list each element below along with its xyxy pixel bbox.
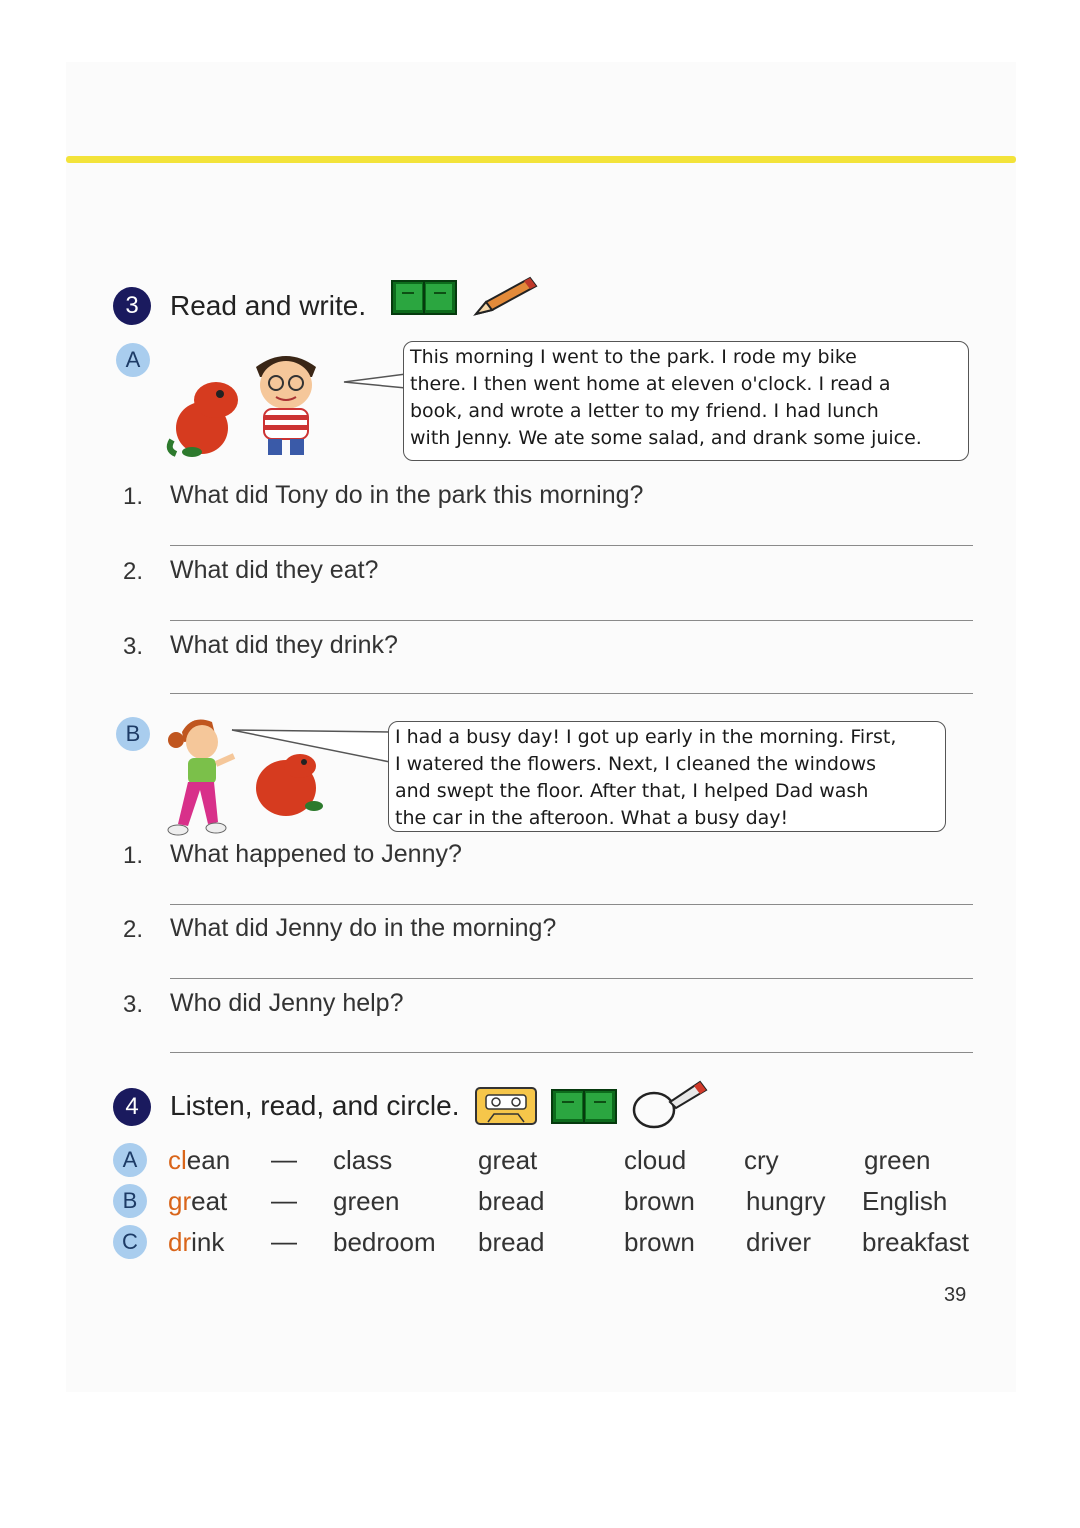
- dash: —: [271, 1226, 297, 1256]
- bubble-line: book, and wrote a letter to my friend. I had lunch: [410, 400, 879, 422]
- question-text: What did they eat?: [170, 556, 379, 584]
- part-a-label: A: [116, 343, 150, 377]
- question-number: 1.: [123, 483, 144, 510]
- question-text: What did they drink?: [170, 631, 398, 659]
- key-word-highlight: gr: [168, 1186, 192, 1216]
- yellow-divider: [66, 156, 1016, 163]
- key-word: [168, 1145, 230, 1176]
- question-number: 2.: [123, 558, 144, 585]
- answer-line[interactable]: [170, 620, 973, 621]
- key-word: [168, 1227, 224, 1258]
- row-a-label: A: [113, 1143, 147, 1177]
- choice-word[interactable]: driver: [746, 1227, 812, 1257]
- choice-word[interactable]: bedroom: [333, 1227, 436, 1257]
- key-word-highlight: dr: [168, 1227, 192, 1257]
- choice-word[interactable]: breakfast: [862, 1227, 969, 1257]
- question-number: 3.: [123, 633, 144, 660]
- bubble-line: with Jenny. We ate some salad, and drank some juice.: [410, 427, 922, 449]
- question-text: Who did Jenny help?: [170, 989, 404, 1017]
- bubble-line: the car in the afteroon. What a busy day!: [395, 807, 789, 829]
- tony-illustration: [246, 345, 326, 457]
- book-icon: [551, 1087, 617, 1125]
- jenny-speech-bubble: [388, 721, 946, 832]
- question-text: What did Jenny do in the morning?: [170, 914, 557, 942]
- tony-speech-bubble: [403, 341, 969, 461]
- section-4-number: 4: [113, 1088, 151, 1126]
- bubble-line: there. I then went home at eleven o'clock. I read a: [410, 373, 891, 395]
- choice-word[interactable]: green: [333, 1186, 400, 1216]
- choice-word[interactable]: green: [864, 1145, 931, 1175]
- question-number: 3.: [123, 991, 144, 1018]
- answer-line[interactable]: [170, 545, 973, 546]
- key-word-rest: eat: [191, 1186, 228, 1216]
- key-word-highlight: cl: [168, 1145, 187, 1175]
- choice-word[interactable]: cry: [744, 1145, 779, 1175]
- choice-word[interactable]: hungry: [746, 1186, 826, 1216]
- dash: —: [271, 1185, 297, 1215]
- answer-line[interactable]: [170, 904, 973, 905]
- section-3-heading: Read and write.: [170, 290, 367, 321]
- key-word-rest: ink: [191, 1227, 225, 1257]
- section-4-heading: Listen, read, and circle.: [170, 1090, 460, 1121]
- choice-word[interactable]: great: [478, 1145, 538, 1175]
- choice-word[interactable]: brown: [624, 1227, 695, 1257]
- key-word-rest: ean: [186, 1145, 231, 1175]
- pencil-icon: [472, 274, 540, 318]
- page-number: 39: [944, 1284, 967, 1306]
- row-c-label: C: [113, 1225, 147, 1259]
- part-b-label: B: [116, 717, 150, 751]
- row-b-label: B: [113, 1184, 147, 1218]
- bubble-line: This morning I went to the park. I rode my bike: [410, 346, 857, 368]
- speech-bubble-tail: [340, 370, 410, 392]
- bubble-line: I watered the flowers. Next, I cleaned the windows: [395, 753, 877, 775]
- question-text: What happened to Jenny?: [170, 840, 462, 868]
- speech-bubble-tail: [228, 726, 394, 766]
- question-number: 1.: [123, 842, 144, 869]
- answer-line[interactable]: [170, 1052, 973, 1053]
- bubble-line: I had a busy day! I got up early in the morning. First,: [395, 726, 897, 748]
- answer-line[interactable]: [170, 978, 973, 979]
- cassette-icon: [474, 1086, 538, 1126]
- choice-word[interactable]: bread: [478, 1227, 545, 1257]
- question-text: What did Tony do in the park this morning?: [170, 481, 644, 509]
- choice-word[interactable]: class: [333, 1145, 393, 1175]
- question-number: 2.: [123, 916, 144, 943]
- choice-word[interactable]: bread: [478, 1186, 545, 1216]
- circle-pen-icon: [630, 1078, 710, 1130]
- choice-word[interactable]: cloud: [624, 1145, 687, 1175]
- choice-word[interactable]: English: [862, 1186, 948, 1216]
- choice-word[interactable]: brown: [624, 1186, 695, 1216]
- dash: —: [271, 1144, 297, 1174]
- answer-line[interactable]: [170, 693, 973, 694]
- dinosaur-illustration: [162, 370, 244, 458]
- section-3-number: 3: [113, 287, 151, 325]
- bubble-line: and swept the floor. After that, I helped Dad wash: [395, 780, 869, 802]
- book-icon: [391, 278, 457, 316]
- key-word: [168, 1186, 227, 1217]
